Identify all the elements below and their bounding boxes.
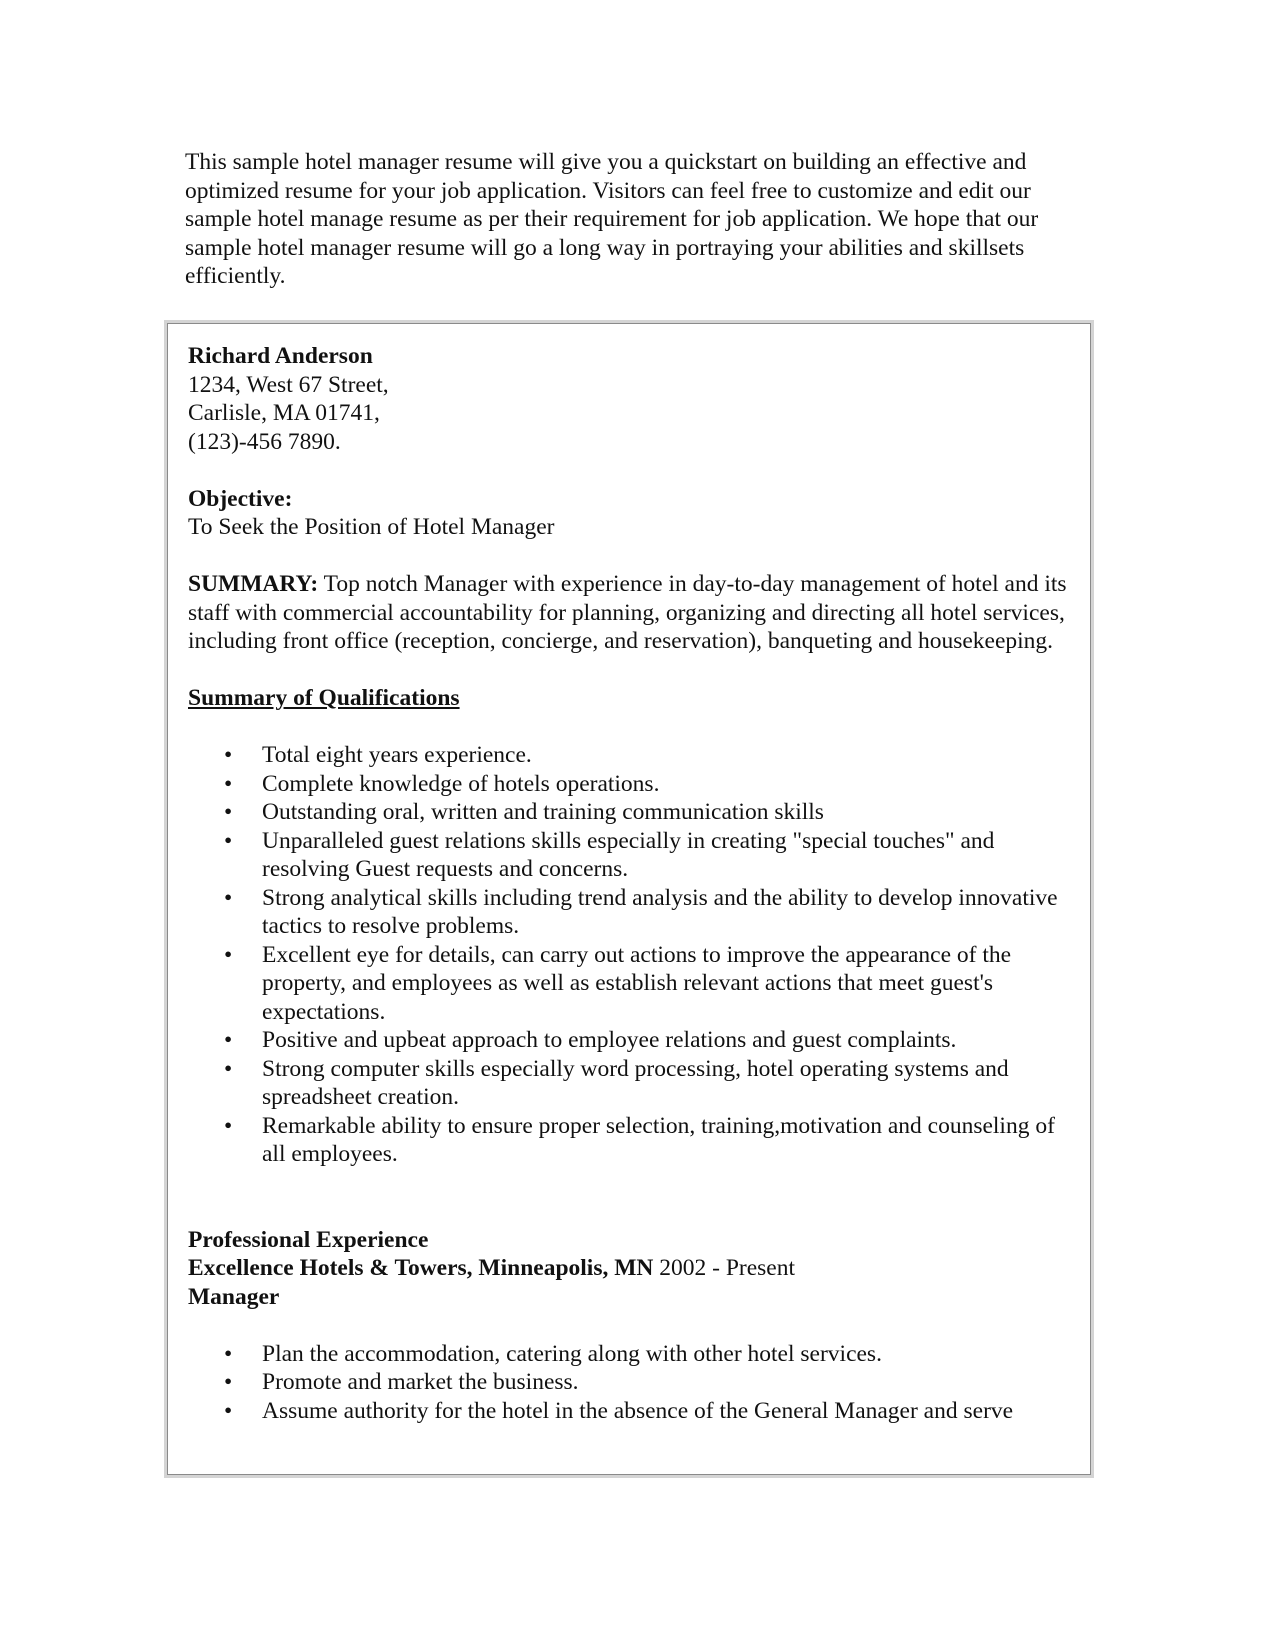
employer-name: Excellence Hotels & Towers, Minneapolis, MN [188, 1255, 654, 1281]
qualification-item: • Complete knowledge of hotels operations. [188, 770, 1068, 799]
qualification-item: • Outstanding oral, written and training communication skills [188, 798, 1068, 827]
duty-item: • Promote and market the business. [188, 1368, 1068, 1397]
summary-text: Top notch Manager with experience in day-to-day management of hotel and its staff with commercial accountability for planning, organizing and directing all hotel services, including front office (reception, concierge, and reservation), banqueting and housekeeping. [188, 571, 1067, 654]
resume-box [164, 320, 1094, 1478]
phone-number: (123)-456 7890. [188, 428, 341, 455]
candidate-name: Richard Anderson [188, 343, 373, 369]
qualification-item: • Strong computer skills especially word processing, hotel operating systems and spreadsheet creation. [188, 1055, 1068, 1112]
summary-label: SUMMARY: [188, 571, 319, 597]
duty-item: • Assume authority for the hotel in the absence of the General Manager and serve [188, 1397, 1068, 1426]
qualifications-list [188, 741, 1068, 1169]
address-line-2: Carlisle, MA 01741, [188, 400, 380, 426]
qualification-item: • Total eight years experience. [188, 741, 1068, 770]
employer-line [188, 1254, 1068, 1283]
summary-paragraph [188, 570, 1068, 656]
employment-period: 2002 - Present [653, 1255, 796, 1281]
qualification-item: • Positive and upbeat approach to employee relations and guest complaints. [188, 1026, 1068, 1055]
duty-item: • Plan the accommodation, catering along with other hotel services. [188, 1340, 1068, 1369]
intro-paragraph: This sample hotel manager resume will give you a quickstart on building an effective and optimized resume for your job application. Visitors can feel free to customize and edit our sample hotel manage resume as per their requirement for job application. We hope that our sample hotel manager resume will go a long way in portraying your abilities and skillsets efficiently. [185, 149, 1039, 290]
qualification-item: • Unparalleled guest relations skills especially in creating "special touches" and resolving Guest requests and concerns. [188, 827, 1068, 884]
address-line-1: 1234, West 67 Street, [188, 371, 389, 398]
experience-heading: Professional Experience [188, 1226, 429, 1253]
qualifications-heading: Summary of Qualifications [188, 685, 460, 711]
resume-content [188, 342, 1068, 1425]
objective-label: Objective: [188, 485, 293, 512]
job-title: Manager [188, 1283, 280, 1310]
qualification-item: • Strong analytical skills including trend analysis and the ability to develop innovative tactics to resolve problems. [188, 884, 1068, 941]
objective-text: To Seek the Position of Hotel Manager [188, 514, 555, 540]
qualification-item: • Remarkable ability to ensure proper selection, training,motivation and counseling of all employees. [188, 1112, 1068, 1169]
duties-list [188, 1340, 1068, 1426]
qualification-item: • Excellent eye for details, can carry out actions to improve the appearance of the property, and employees as well as establish relevant actions that meet guest's expectations. [188, 941, 1068, 1027]
